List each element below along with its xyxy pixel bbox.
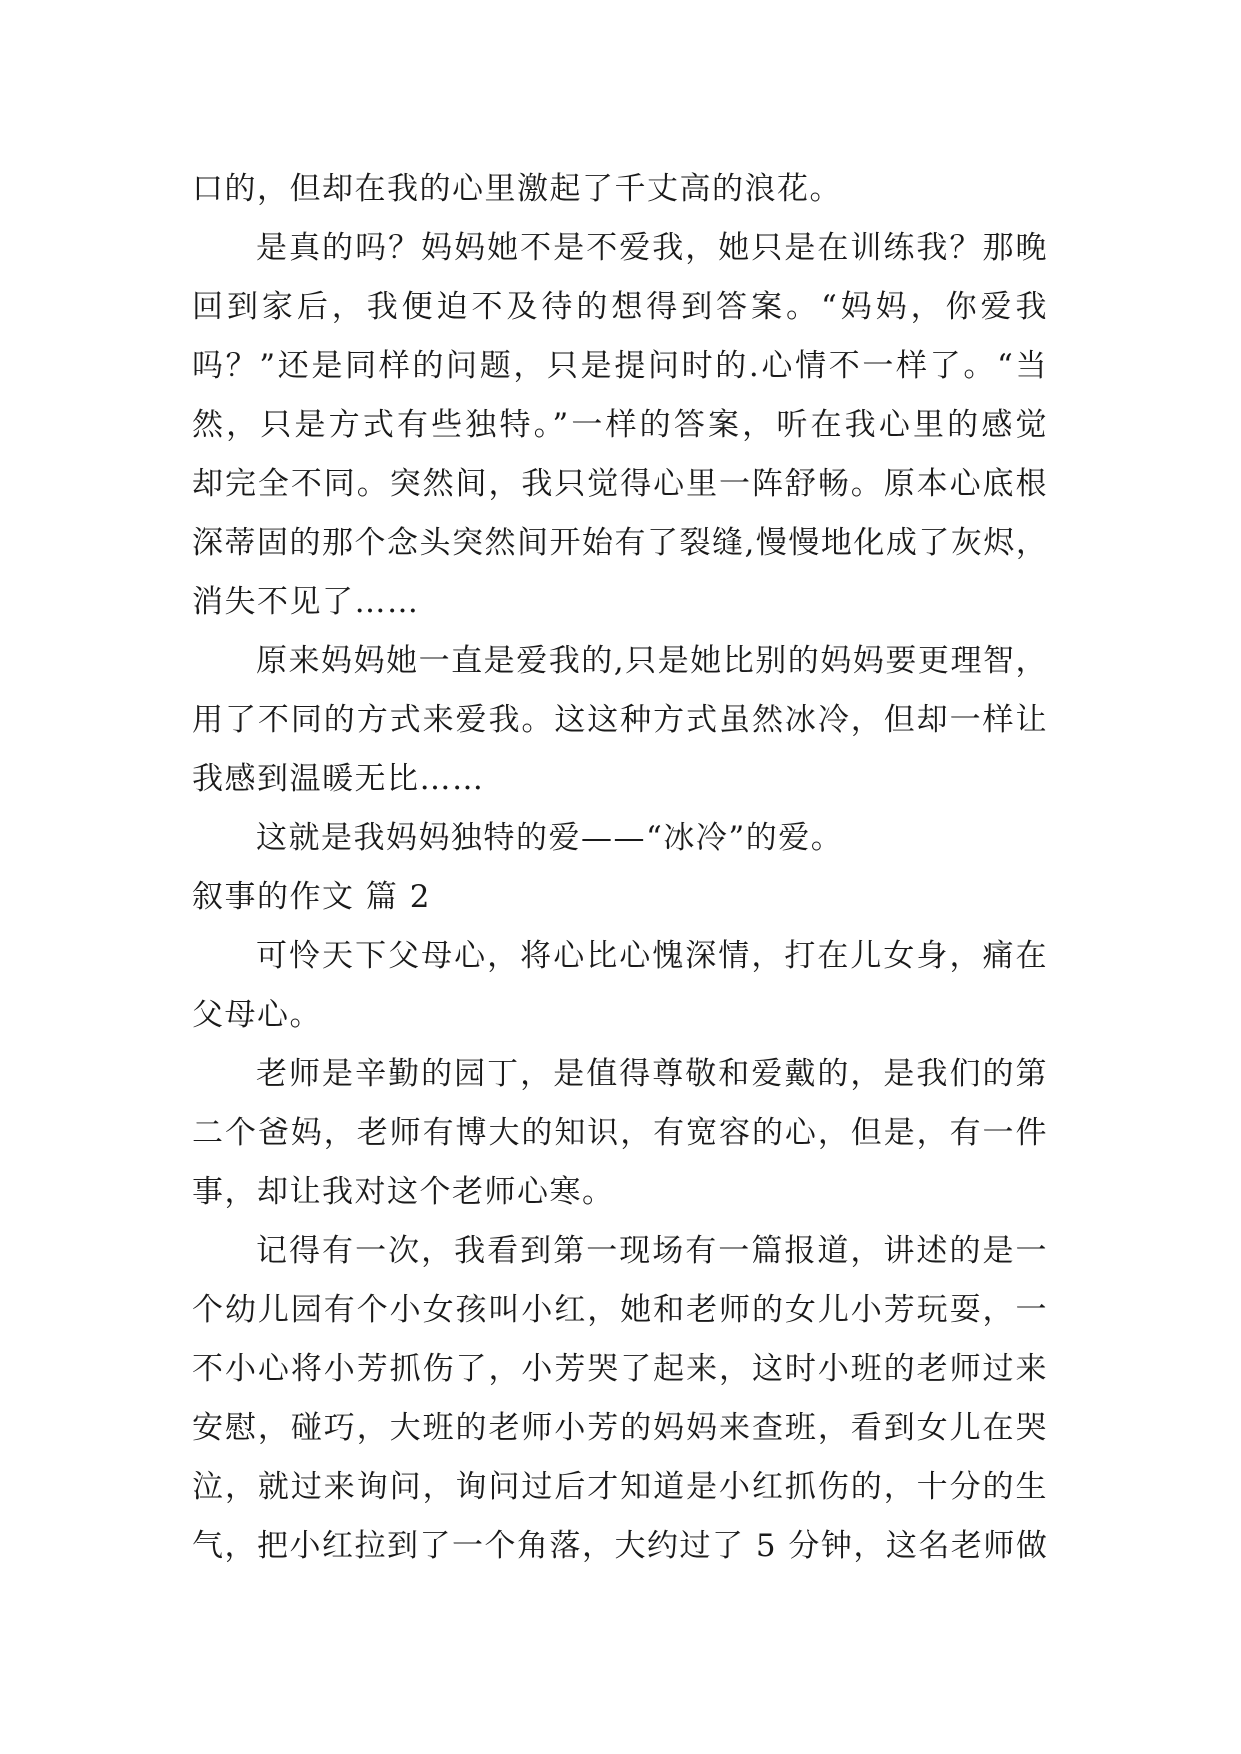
text-line: 气，把小红拉到了一个角落，大约过了 5 分钟，这名老师做 <box>192 1528 1049 1564</box>
paragraph <box>192 1045 1048 1222</box>
text-line: 泣，就过来询问，询问过后才知道是小红抓伤的，十分的生 <box>192 1469 1048 1505</box>
document-page <box>192 160 1048 1576</box>
paragraph-continuation <box>192 160 1048 219</box>
text-line: 二个爸妈，老师有博大的知识，有宽容的心，但是，有一件 <box>192 1115 1048 1151</box>
text-line: 可怜天下父母心，将心比心愧深情，打在儿女身，痛在 <box>256 938 1048 974</box>
text-line: 消失不见了…… <box>192 584 420 620</box>
paragraph <box>192 219 1048 632</box>
text-line: 是真的吗？妈妈她不是不爱我，她只是在训练我？那晚 <box>256 230 1048 266</box>
paragraph <box>192 632 1048 809</box>
text-line: 回到家后，我便迫不及待的想得到答案。“妈妈，你爱我 <box>192 289 1048 325</box>
text-line: 不小心将小芳抓伤了，小芳哭了起来，这时小班的老师过来 <box>192 1351 1048 1387</box>
text-line: 吗？”还是同样的问题，只是提问时的.心情不一样了。“当 <box>192 348 1048 384</box>
paragraph <box>192 1222 1048 1576</box>
paragraph <box>192 927 1048 1045</box>
text-line: 个幼儿园有个小女孩叫小红，她和老师的女儿小芳玩耍，一 <box>192 1292 1048 1328</box>
text-line: 这就是我妈妈独特的爱——“冰冷”的爱。 <box>256 820 844 856</box>
text-line: 安慰，碰巧，大班的老师小芳的妈妈来查班，看到女儿在哭 <box>192 1410 1048 1446</box>
text-line: 却完全不同。突然间，我只觉得心里一阵舒畅。原本心底根 <box>192 466 1048 502</box>
text-line: 老师是辛勤的园丁，是值得尊敬和爱戴的，是我们的第 <box>256 1056 1048 1092</box>
text-line: 口的，但却在我的心里激起了千丈高的浪花。 <box>192 171 842 207</box>
text-line: 我感到温暖无比…… <box>192 761 485 797</box>
text-line: 事，却让我对这个老师心寒。 <box>192 1174 615 1210</box>
section-heading: 叙事的作文 篇 2 <box>192 879 431 915</box>
text-line: 用了不同的方式来爱我。这这种方式虽然冰冷，但却一样让 <box>192 702 1048 738</box>
text-line: 父母心。 <box>192 997 322 1033</box>
text-line: 然，只是方式有些独特。”一样的答案，听在我心里的感觉 <box>192 407 1048 443</box>
text-line: 深蒂固的那个念头突然间开始有了裂缝,慢慢地化成了灰烬， <box>192 525 1049 561</box>
paragraph <box>192 809 1048 868</box>
text-line: 记得有一次，我看到第一现场有一篇报道，讲述的是一 <box>256 1233 1048 1269</box>
text-line: 原来妈妈她一直是爱我的,只是她比别的妈妈要更理智， <box>256 643 1048 679</box>
